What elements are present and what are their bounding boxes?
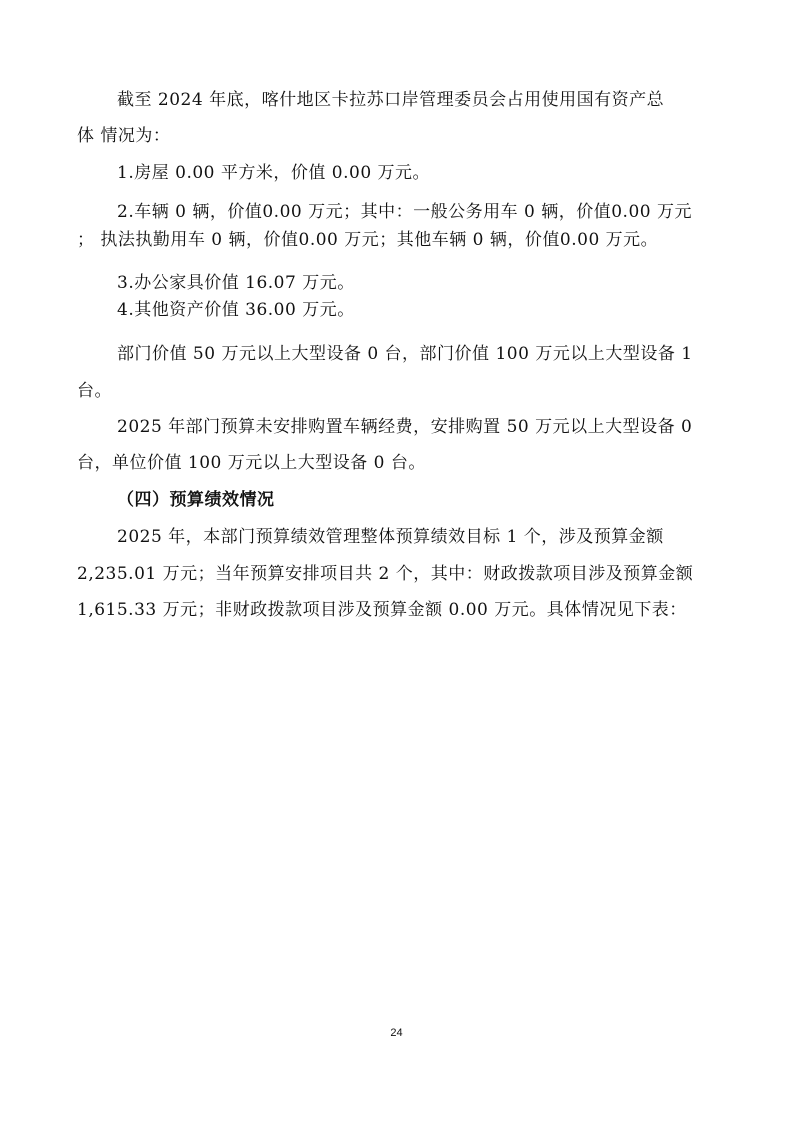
assets-intro-line-2: 体 情况为： <box>77 126 171 146</box>
asset-item-other: 4.其他资产价值 36.00 万元。 <box>117 300 355 320</box>
asset-item-vehicles-line-2: ； 执法执勤用车 0 辆，价值0.00 万元；其他车辆 0 辆，价值0.00 万元。 <box>77 230 659 250</box>
equipment-line-1: 部门价值 50 万元以上大型设备 0 台，部门价值 100 万元以上大型设备 1 <box>117 344 693 364</box>
section-heading-performance: （四）预算绩效情况 <box>117 490 275 510</box>
asset-item-furniture: 3.办公家具价值 16.07 万元。 <box>117 273 355 293</box>
budget-2025-line-2: 台，单位价值 100 万元以上大型设备 0 台。 <box>77 453 426 473</box>
equipment-line-2: 台。 <box>77 381 112 401</box>
budget-2025-line-1: 2025 年部门预算未安排购置车辆经费，安排购置 50 万元以上大型设备 0 <box>117 417 693 437</box>
performance-line-1: 2025 年，本部门预算绩效管理整体预算绩效目标 1 个，涉及预算金额 <box>117 527 664 547</box>
asset-item-vehicles-line-1: 2.车辆 0 辆，价值0.00 万元；其中：一般公务用车 0 辆，价值0.00 万元 <box>117 202 692 222</box>
page-number: 24 <box>390 1027 403 1039</box>
assets-intro-line-1: 截至 2024 年底，喀什地区卡拉苏口岸管理委员会占用使用国有资产总 <box>117 90 665 110</box>
performance-line-2: 2,235.01 万元；当年预算安排项目共 2 个，其中：财政拨款项目涉及预算金额 <box>77 564 694 584</box>
asset-item-housing: 1.房屋 0.00 平方米，价值 0.00 万元。 <box>117 163 431 183</box>
performance-line-3: 1,615.33 万元；非财政拨款项目涉及预算金额 0.00 万元。具体情况见下表： <box>77 600 687 620</box>
